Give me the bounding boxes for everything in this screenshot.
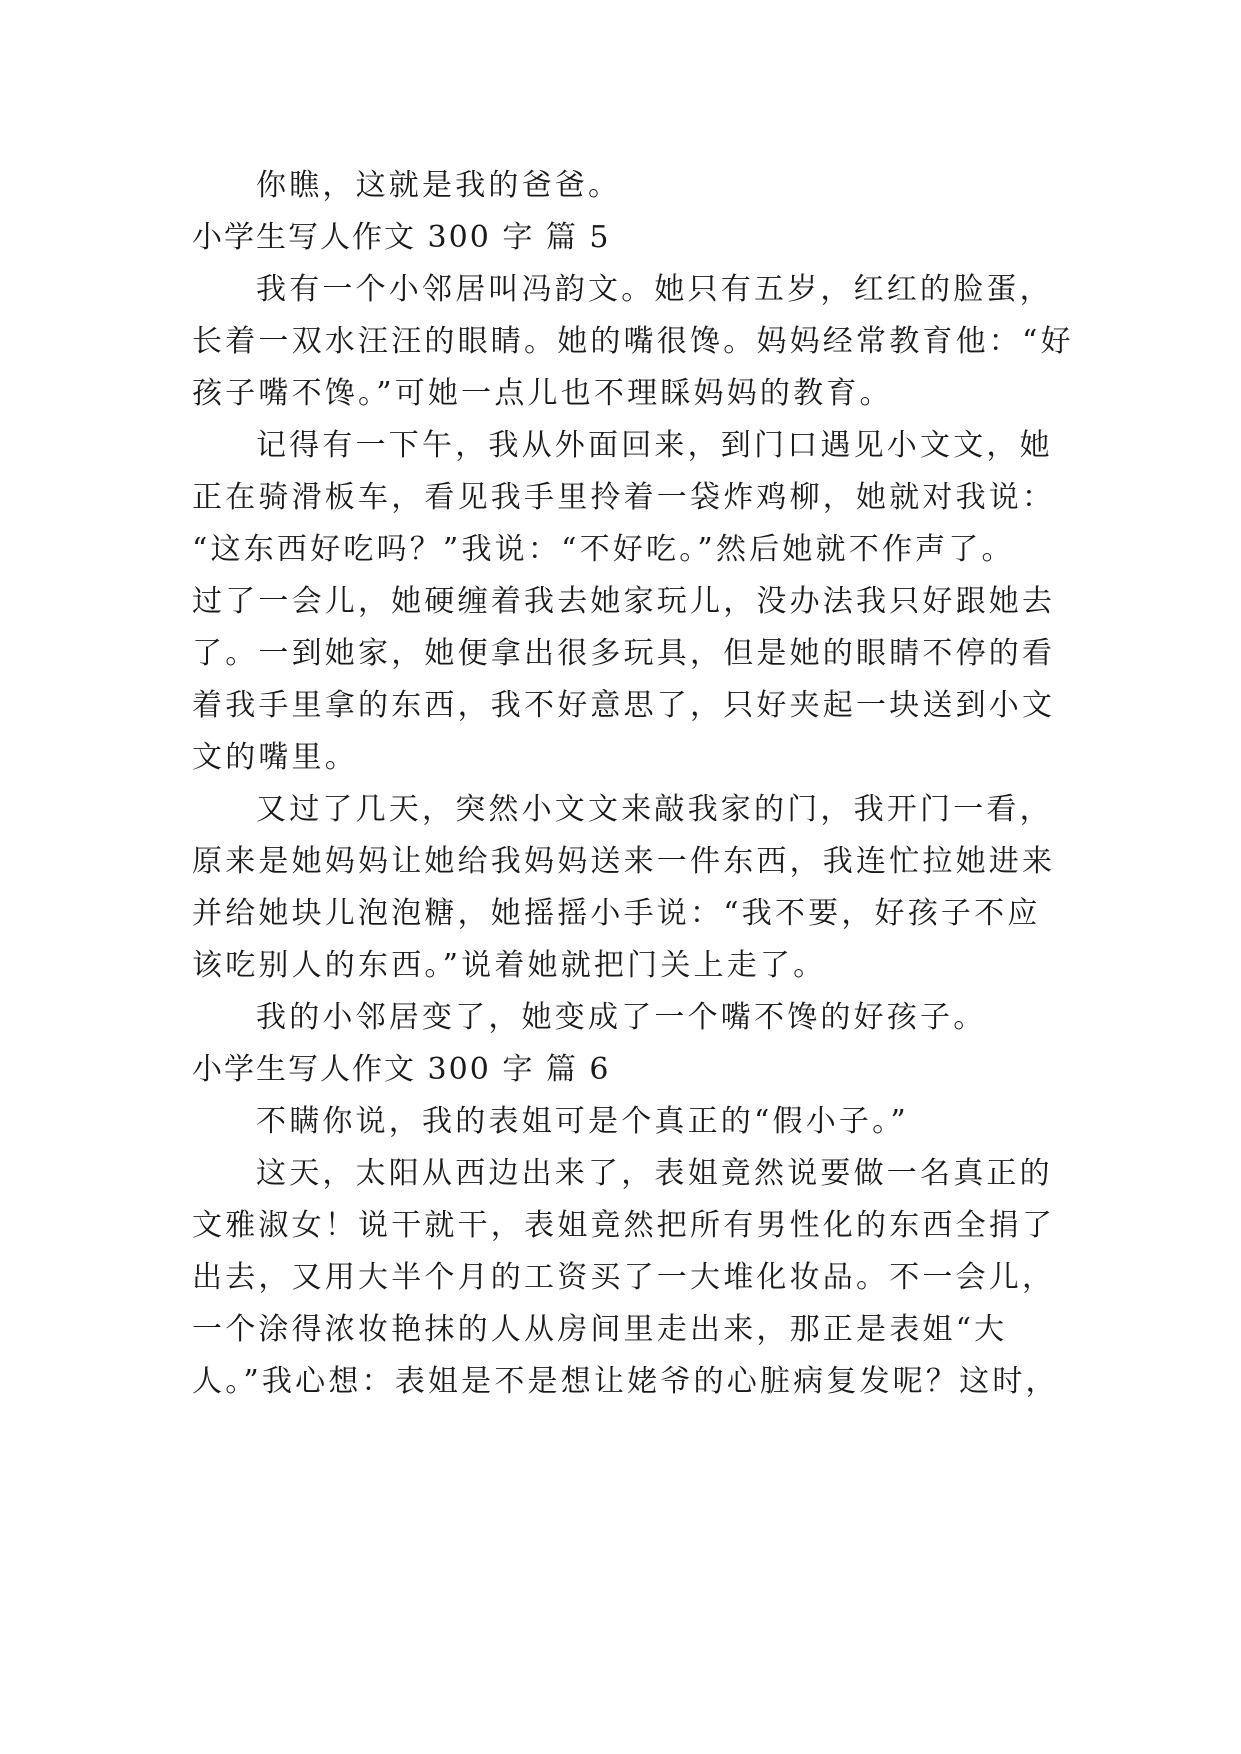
text-line: 这天，太阳从西边出来了，表姐竟然说要做一名真正的 xyxy=(256,1156,1053,1191)
text-line: 人。”我心想：表姐是不是想让姥爷的心脏病复发呢？这时， xyxy=(192,1364,1059,1399)
text-line: 文的嘴里。 xyxy=(192,740,358,775)
text-line: 记得有一下午，我从外面回来，到门口遇见小文文，她 xyxy=(256,428,1053,463)
text-line: 我的小邻居变了，她变成了一个嘴不馋的好孩子。 xyxy=(256,1000,987,1035)
document-body xyxy=(192,160,1072,1408)
text-line: 出去，又用大半个月的工资买了一大堆化妆品。不一会儿， xyxy=(192,1260,1056,1295)
text-line: 正在骑滑板车，看见我手里拎着一袋炸鸡柳，她就对我说： xyxy=(192,480,1056,515)
text-line: 孩子嘴不馋。”可她一点儿也不理睬妈妈的教育。 xyxy=(192,376,893,411)
section-heading: 小学生写人作文 300 字 篇 6 xyxy=(192,1052,611,1087)
text-line: 一个涂得浓妆艳抹的人从房间里走出来，那正是表姐“大 xyxy=(192,1312,1008,1347)
text-line: 又过了几天，突然小文文来敲我家的门，我开门一看， xyxy=(256,792,1053,827)
text-line: 过了一会儿，她硬缠着我去她家玩儿，没办法我只好跟她去 xyxy=(192,584,1056,619)
text-line: 并给她块儿泡泡糖，她摇摇小手说：“我不要，好孩子不应 xyxy=(192,896,1041,931)
text-line: 了。一到她家，她便拿出很多玩具，但是她的眼睛不停的看 xyxy=(192,636,1056,671)
text-line: 你瞧，这就是我的爸爸。 xyxy=(256,168,622,203)
text-line: 不瞒你说，我的表姐可是个真正的“假小子。” xyxy=(256,1104,909,1139)
text-line: 长着一双水汪汪的眼睛。她的嘴很馋。妈妈经常教育他：“好 xyxy=(192,324,1074,359)
text-line: 原来是她妈妈让她给我妈妈送来一件东西，我连忙拉她进来 xyxy=(192,844,1056,879)
text-line: 着我手里拿的东西，我不好意思了，只好夹起一块送到小文 xyxy=(192,688,1056,723)
text-line: 我有一个小邻居叫冯韵文。她只有五岁，红红的脸蛋， xyxy=(256,272,1053,307)
text-line: 文雅淑女！说干就干，表姐竟然把所有男性化的东西全捐了 xyxy=(192,1208,1056,1243)
text-line: “这东西好吃吗？”我说：“不好吃。”然后她就不作声了。 xyxy=(192,532,1015,567)
text-line: 该吃别人的东西。”说着她就把门关上走了。 xyxy=(192,948,827,983)
section-heading: 小学生写人作文 300 字 篇 5 xyxy=(192,220,611,255)
